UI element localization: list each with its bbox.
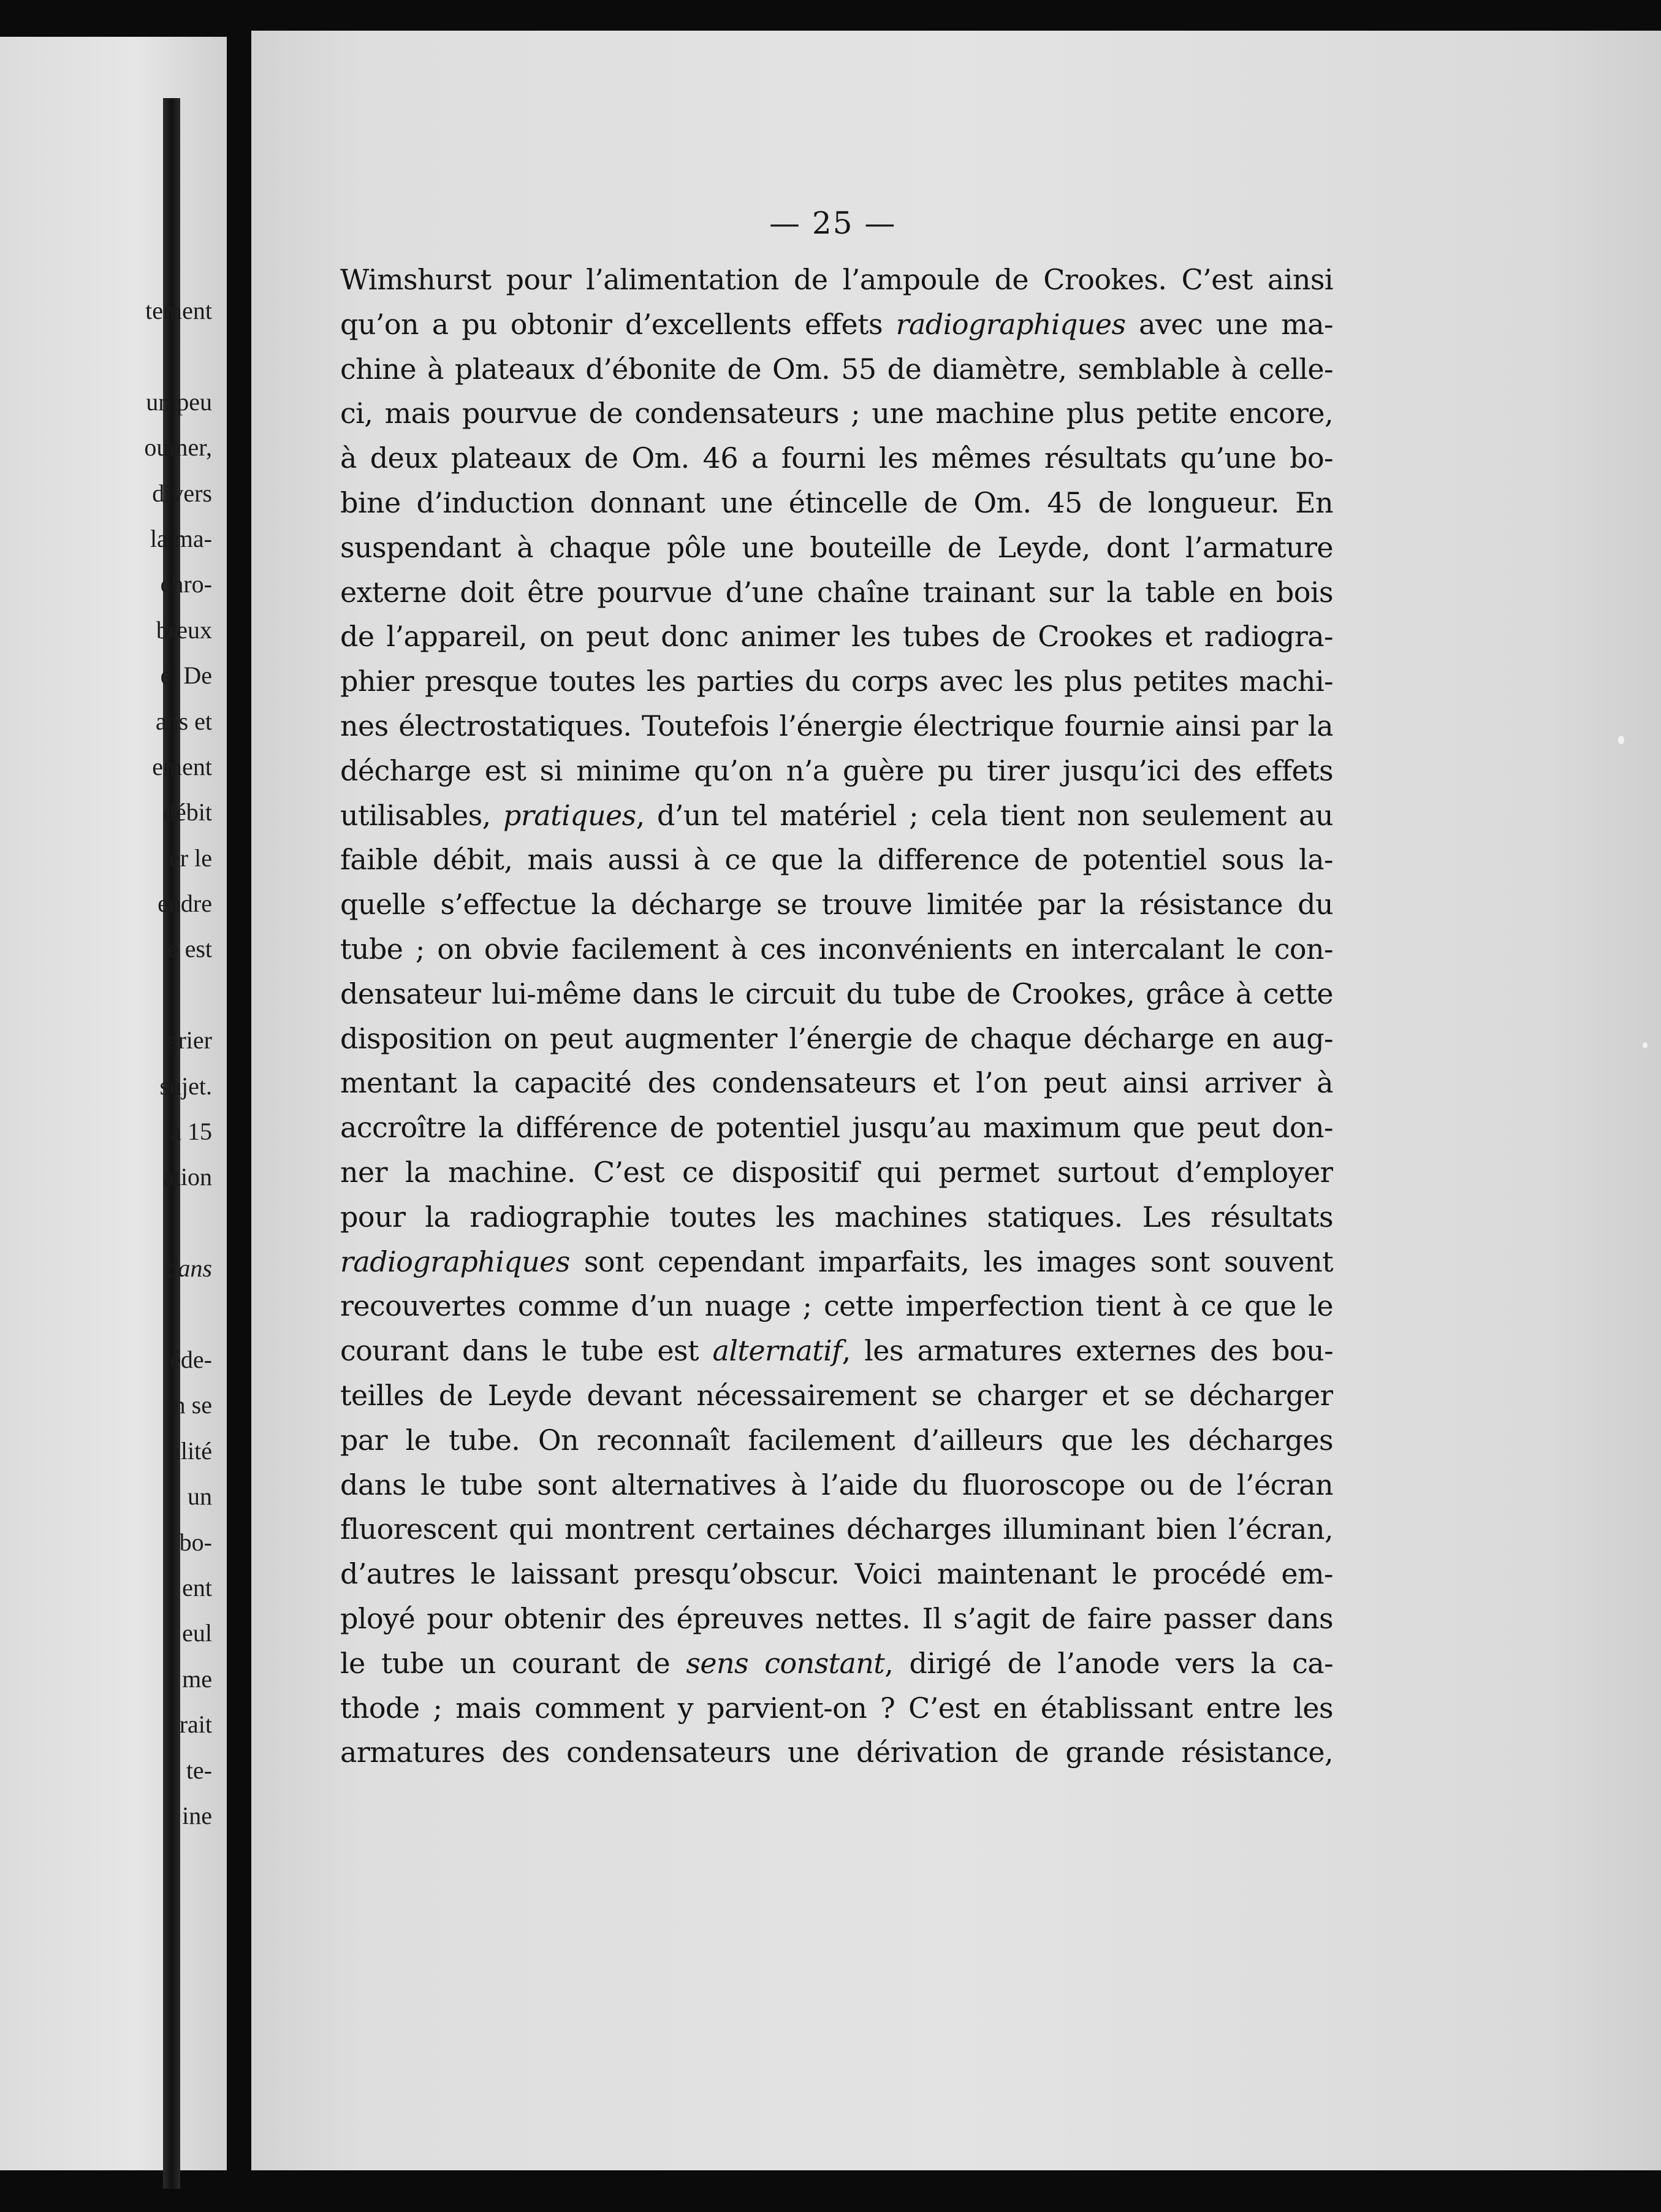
text-line: quelle s’effectue la décharge se trouve limitée par la résistance du — [340, 888, 1333, 921]
left-page-line: ement — [152, 752, 212, 780]
text-line: disposition on peut augmenter l’énergie de chaque décharge en aug- — [340, 1021, 1333, 1055]
text-line: le tube un courant de sens constant, dirigé de l’anode vers la ca- — [340, 1646, 1333, 1680]
text-line: armatures des condensateurs une dérivation de grande résistance, — [340, 1736, 1333, 1769]
left-page-line: divers — [152, 479, 212, 507]
left-page-line: er le — [169, 844, 212, 872]
left-page-line: débit — [163, 798, 212, 826]
text-line: ployé pour obtenir des épreuves nettes. Il s’agit de faire passer dans — [340, 1601, 1333, 1635]
text-line: accroître la différence de potentiel jusqu’au maximum que peut don- — [340, 1111, 1333, 1145]
text-line: recouvertes comme d’un nuage ; cette imperfection tient à ce que le — [340, 1289, 1333, 1323]
left-page-line — [0, 1292, 221, 1337]
text-line: d’autres le laissant presqu’obscur. Voici maintenant le procédé em- — [340, 1557, 1333, 1591]
paper-speck — [1618, 736, 1624, 744]
text-line: à deux plateaux de Om. 46 a fourni les mêmes résultats qu’une bo- — [340, 441, 1333, 475]
left-page-line — [0, 972, 221, 1018]
left-page-line: bo- — [179, 1528, 212, 1556]
text-line: ci, mais pourvue de condensateurs ; une machine plus petite encore, — [340, 397, 1333, 430]
left-page-line: un peu — [146, 387, 212, 416]
text-line: Wimshurst pour l’alimentation de l’ampoule de Crookes. C’est ainsi — [340, 263, 1333, 296]
left-page-line: ine — [182, 1801, 212, 1829]
left-page-line: ilité — [173, 1436, 212, 1465]
left-page-line: arier — [167, 1026, 212, 1055]
left-page-line: endre — [158, 890, 212, 918]
text-line: par le tube. On reconnaît facilement d’ailleurs que les décharges — [340, 1423, 1333, 1457]
left-page-line: éde- — [170, 1345, 212, 1373]
text-line: chine à plateaux d’ébonite de Om. 55 de diamètre, semblable à celle- — [340, 352, 1333, 386]
left-page-line: rait — [179, 1710, 212, 1739]
left-page-line: breux — [156, 616, 212, 644]
left-page-line: me — [182, 1665, 212, 1693]
text-line: radiographiques sont cependant imparfaits, les images sont souvent — [340, 1245, 1333, 1278]
text-line: mentant la capacité des condensateurs et l’on peut ainsi arriver à — [340, 1066, 1333, 1100]
left-page-line: é. De — [160, 662, 212, 690]
text-line: utilisables, pratiques, d’un tel matériel ; cela tient non seulement au — [340, 798, 1333, 832]
left-page-line: oumer, — [144, 433, 212, 462]
left-page-line: à 15 — [170, 1118, 212, 1146]
page-gutter — [227, 37, 251, 2170]
text-line: décharge est si minime qu’on n’a guère pu tirer jusqu’ici des effets — [340, 753, 1333, 787]
text-line: thode ; mais comment y parvient-on ? C’est en établissant entre les — [340, 1691, 1333, 1725]
text-line: dans le tube sont alternatives à l’aide du fluoroscope ou de l’écran — [340, 1468, 1333, 1501]
left-page-line: sujet. — [159, 1072, 212, 1100]
text-line: externe doit être pourvue d’une chaîne trainant sur la table en bois — [340, 575, 1333, 609]
left-page-line: eul — [182, 1619, 212, 1647]
text-line: phier presque toutes les parties du corps avec les plus petites machi- — [340, 665, 1333, 698]
left-page-line — [0, 1200, 221, 1246]
text-line: tube ; on obvie facilement à ces inconvénients en intercalant le con- — [340, 932, 1333, 966]
text-line: pour la radiographie toutes les machines statiques. Les résultats — [340, 1200, 1333, 1234]
text-line: densateur lui-même dans le circuit du tube de Crookes, grâce à cette — [340, 977, 1333, 1010]
text-line: teilles de Leyde devant nécessairement se charger et se décharger — [340, 1378, 1333, 1412]
left-page-text — [0, 288, 221, 1839]
left-page-line: ans et — [155, 707, 212, 735]
text-line: de l’appareil, on peut donc animer les tubes de Crookes et radiogra- — [340, 620, 1333, 654]
body-text — [340, 257, 1333, 1775]
left-page-line: ation — [163, 1163, 212, 1191]
left-page-line: e est — [167, 935, 212, 963]
left-page-line: tement — [145, 297, 212, 324]
text-line: bine d’induction donnant une étincelle de Om. 45 de longueur. En — [340, 486, 1333, 519]
text-line: ner la machine. C’est ce dispositif qui permet surtout d’employer — [340, 1155, 1333, 1189]
text-line: courant dans le tube est alternatif, les armatures externes des bou- — [340, 1334, 1333, 1368]
paper-speck — [1643, 1042, 1648, 1048]
left-page-line: chro- — [160, 570, 212, 598]
left-page-line: un — [188, 1482, 212, 1511]
left-page-line: te- — [186, 1756, 212, 1784]
left-page-line: ent — [182, 1573, 212, 1601]
left-page-line — [0, 334, 221, 379]
text-line: faible débit, mais aussi à ce que la difference de potentiel sous la- — [340, 843, 1333, 877]
text-line: fluorescent qui montrent certaines décharges illuminant bien l’écran, — [340, 1512, 1333, 1546]
left-page-line: la ma- — [150, 524, 212, 552]
text-line: qu’on a pu obtonir d’excellents effets radiographiques avec une ma- — [340, 307, 1333, 341]
text-line: nes électrostatiques. Toutefois l’énergie électrique fournie ainsi par la — [340, 709, 1333, 742]
text-line: suspendant à chaque pôle une bouteille de Leyde, dont l’armature — [340, 530, 1333, 564]
left-page-line: n se — [173, 1391, 212, 1419]
page-number: — 25 — — [769, 205, 897, 241]
left-facing-page — [0, 37, 227, 2170]
left-page-line: dans — [165, 1254, 212, 1283]
